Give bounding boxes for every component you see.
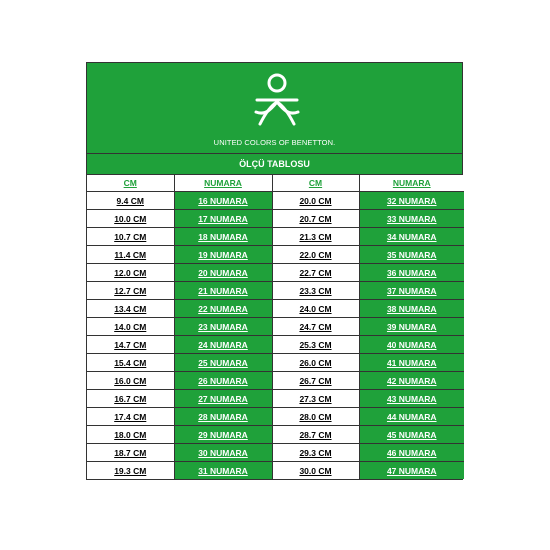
table-row: [87, 408, 464, 426]
cm-left-cell: 10.0 CM: [87, 210, 174, 228]
cm-left-cell: 12.7 CM: [87, 282, 174, 300]
cm-right-cell: 26.7 CM: [272, 372, 359, 390]
cm-left-cell: 11.4 CM: [87, 246, 174, 264]
numara-right-cell: 36 NUMARA: [359, 264, 464, 282]
numara-left-cell: 31 NUMARA: [174, 462, 272, 480]
cm-right-cell: 29.3 CM: [272, 444, 359, 462]
numara-left-cell: 28 NUMARA: [174, 408, 272, 426]
table-row: [87, 462, 464, 480]
numara-left-cell: 19 NUMARA: [174, 246, 272, 264]
cm-left-cell: 19.3 CM: [87, 462, 174, 480]
numara-left-cell: 20 NUMARA: [174, 264, 272, 282]
table-row: [87, 246, 464, 264]
cm-right-cell: 20.7 CM: [272, 210, 359, 228]
cm-right-cell: 28.7 CM: [272, 426, 359, 444]
header-row: [87, 175, 464, 192]
numara-right-cell: 43 NUMARA: [359, 390, 464, 408]
cm-left-cell: 14.7 CM: [87, 336, 174, 354]
cm-left-cell: 18.7 CM: [87, 444, 174, 462]
table-row: [87, 336, 464, 354]
size-chart: [86, 62, 463, 480]
cm-left-cell: 16.0 CM: [87, 372, 174, 390]
cm-right-cell: 30.0 CM: [272, 462, 359, 480]
cm-left-cell: 14.0 CM: [87, 318, 174, 336]
cm-left-cell: 15.4 CM: [87, 354, 174, 372]
header-cm-left: CM: [87, 175, 174, 192]
numara-left-cell: 25 NUMARA: [174, 354, 272, 372]
numara-left-cell: 18 NUMARA: [174, 228, 272, 246]
table-row: [87, 426, 464, 444]
numara-left-cell: 24 NUMARA: [174, 336, 272, 354]
cm-right-cell: 22.7 CM: [272, 264, 359, 282]
numara-right-cell: 46 NUMARA: [359, 444, 464, 462]
cm-left-cell: 18.0 CM: [87, 426, 174, 444]
table-row: [87, 444, 464, 462]
numara-right-cell: 45 NUMARA: [359, 426, 464, 444]
table-row: [87, 264, 464, 282]
table-row: [87, 282, 464, 300]
numara-right-cell: 41 NUMARA: [359, 354, 464, 372]
numara-left-cell: 30 NUMARA: [174, 444, 272, 462]
table-row: [87, 192, 464, 210]
cm-right-cell: 20.0 CM: [272, 192, 359, 210]
cm-left-cell: 13.4 CM: [87, 300, 174, 318]
numara-right-cell: 38 NUMARA: [359, 300, 464, 318]
cm-right-cell: 24.0 CM: [272, 300, 359, 318]
cm-right-cell: 26.0 CM: [272, 354, 359, 372]
cm-right-cell: 24.7 CM: [272, 318, 359, 336]
cm-left-cell: 17.4 CM: [87, 408, 174, 426]
numara-right-cell: 35 NUMARA: [359, 246, 464, 264]
table-row: [87, 210, 464, 228]
numara-right-cell: 33 NUMARA: [359, 210, 464, 228]
numara-right-cell: 47 NUMARA: [359, 462, 464, 480]
numara-left-cell: 22 NUMARA: [174, 300, 272, 318]
numara-left-cell: 23 NUMARA: [174, 318, 272, 336]
table-row: [87, 372, 464, 390]
benetton-knot-icon: [252, 72, 302, 130]
numara-left-cell: 27 NUMARA: [174, 390, 272, 408]
cm-right-cell: 28.0 CM: [272, 408, 359, 426]
cm-left-cell: 16.7 CM: [87, 390, 174, 408]
header-numara-right: NUMARA: [359, 175, 464, 192]
numara-left-cell: 17 NUMARA: [174, 210, 272, 228]
chart-title: ÖLÇÜ TABLOSU: [87, 154, 462, 175]
numara-left-cell: 21 NUMARA: [174, 282, 272, 300]
table-row: [87, 300, 464, 318]
cm-left-cell: 9.4 CM: [87, 192, 174, 210]
cm-left-cell: 10.7 CM: [87, 228, 174, 246]
cm-right-cell: 23.3 CM: [272, 282, 359, 300]
table-row: [87, 390, 464, 408]
numara-left-cell: 16 NUMARA: [174, 192, 272, 210]
numara-right-cell: 39 NUMARA: [359, 318, 464, 336]
header-numara-left: NUMARA: [174, 175, 272, 192]
cm-right-cell: 21.3 CM: [272, 228, 359, 246]
numara-left-cell: 26 NUMARA: [174, 372, 272, 390]
size-table: [87, 175, 464, 479]
cm-right-cell: 22.0 CM: [272, 246, 359, 264]
header-cm-right: CM: [272, 175, 359, 192]
table-row: [87, 354, 464, 372]
numara-right-cell: 42 NUMARA: [359, 372, 464, 390]
numara-left-cell: 29 NUMARA: [174, 426, 272, 444]
numara-right-cell: 37 NUMARA: [359, 282, 464, 300]
cm-left-cell: 12.0 CM: [87, 264, 174, 282]
cm-right-cell: 27.3 CM: [272, 390, 359, 408]
table-row: [87, 228, 464, 246]
table-row: [87, 318, 464, 336]
numara-right-cell: 34 NUMARA: [359, 228, 464, 246]
numara-right-cell: 40 NUMARA: [359, 336, 464, 354]
cm-right-cell: 25.3 CM: [272, 336, 359, 354]
numara-right-cell: 44 NUMARA: [359, 408, 464, 426]
brand-name: UNITED COLORS OF BENETTON.: [213, 138, 336, 147]
numara-right-cell: 32 NUMARA: [359, 192, 464, 210]
brand-header: [87, 63, 462, 154]
